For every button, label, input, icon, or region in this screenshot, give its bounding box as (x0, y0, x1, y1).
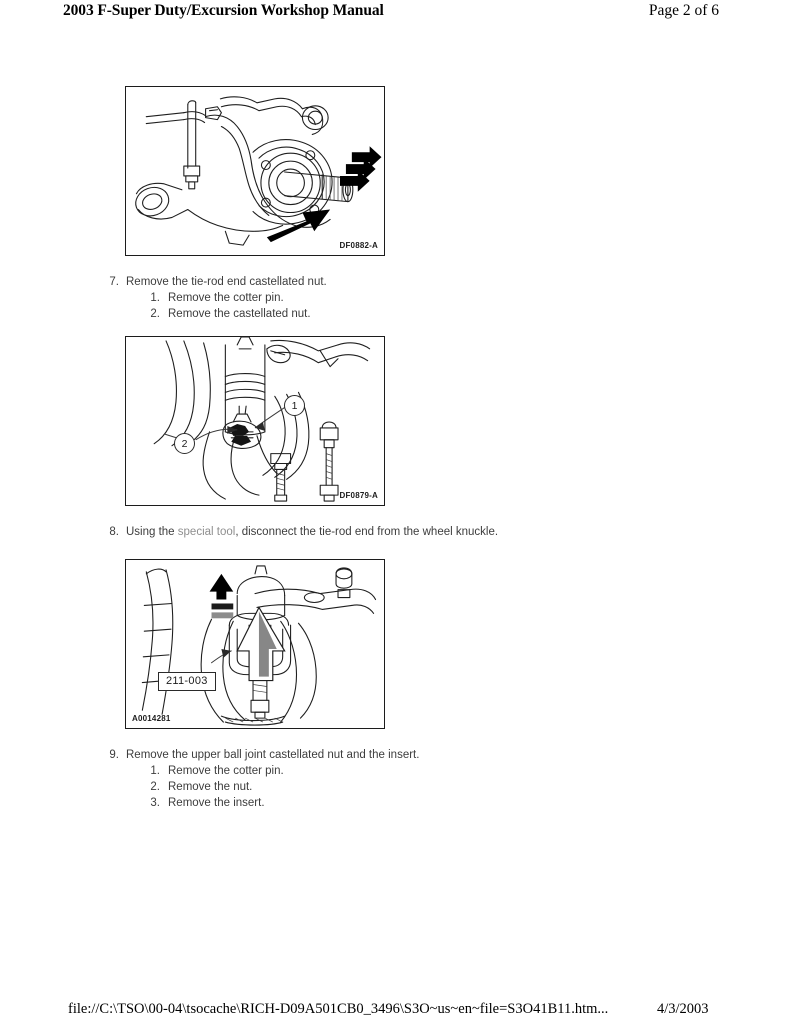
step-8-main (99, 524, 791, 540)
step-9-substep-2-number: 2. (150, 781, 160, 793)
step-8-number: 8. (109, 526, 119, 538)
step-8-special-tool-emphasis: special tool (177, 526, 236, 538)
step-8-text-after: , disconnect the tie-rod end from the wheel knuckle. (235, 526, 499, 538)
figure-3-tool-number: 211-003 (158, 672, 216, 691)
step-block-7 (0, 274, 791, 322)
figure-2-illustration (126, 337, 384, 505)
page-number-label: Page 2 of 6 (648, 2, 719, 19)
figure-1-id: DF0882-A (339, 241, 378, 250)
step-block-8 (0, 524, 791, 540)
page-header (0, 2, 791, 24)
figure-1-illustration (126, 87, 384, 255)
step-7-text: Remove the tie-rod end castellated nut. (126, 276, 327, 288)
step-7-substeps (0, 290, 791, 322)
figure-tie-rod-end-cotter-pin (125, 336, 385, 506)
step-9-substep-3-number: 3. (150, 797, 160, 809)
step-9-substep-2 (140, 779, 791, 795)
step-7-main (99, 274, 791, 290)
step-9-substep-1-number: 1. (150, 765, 160, 777)
page-footer (0, 998, 791, 1018)
step-7-substep-1-text: Remove the cotter pin. (168, 292, 284, 304)
figure-3-illustration (126, 560, 384, 728)
step-9-substep-1-text: Remove the cotter pin. (168, 765, 284, 777)
direction-arrows (267, 146, 382, 242)
step-7-number: 7. (109, 276, 119, 288)
step-9-text: Remove the upper ball joint castellated nut and the insert. (126, 749, 420, 761)
step-9-substep-1 (140, 763, 791, 779)
step-block-9 (0, 747, 791, 811)
step-9-substeps (0, 763, 791, 811)
step-9-substep-3-text: Remove the insert. (168, 797, 265, 809)
footer-print-date: 4/3/2003 (657, 1001, 709, 1017)
step-9-substep-3 (140, 795, 791, 811)
step-7-substep-2 (140, 306, 791, 322)
document-title: 2003 F-Super Duty/Excursion Workshop Manual (63, 2, 384, 19)
figure-2-callout-1: 1 (284, 395, 305, 416)
step-9-substep-2-text: Remove the nut. (168, 781, 253, 793)
step-7-substep-1-number: 1. (150, 292, 160, 304)
step-7-substep-2-number: 2. (150, 308, 160, 320)
step-7-substep-1 (140, 290, 791, 306)
step-7-substep-2-text: Remove the castellated nut. (168, 308, 311, 320)
figure-2-callout-2: 2 (174, 433, 195, 454)
figure-2-id: DF0879-A (339, 491, 378, 500)
figure-3-id: A0014281 (132, 714, 171, 723)
figure-wheel-knuckle-axle-shaft (125, 86, 385, 256)
figure-special-tool-separator (125, 559, 385, 729)
step-9-main (99, 747, 791, 763)
step-9-number: 9. (109, 749, 119, 761)
step-8-text-before: Using the (126, 526, 178, 538)
footer-file-path: file://C:\TSO\00-04\tsocache\RICH-D09A501CB0_3496\S3O~us~en~file=S3O41B11.htm... (68, 1001, 609, 1017)
